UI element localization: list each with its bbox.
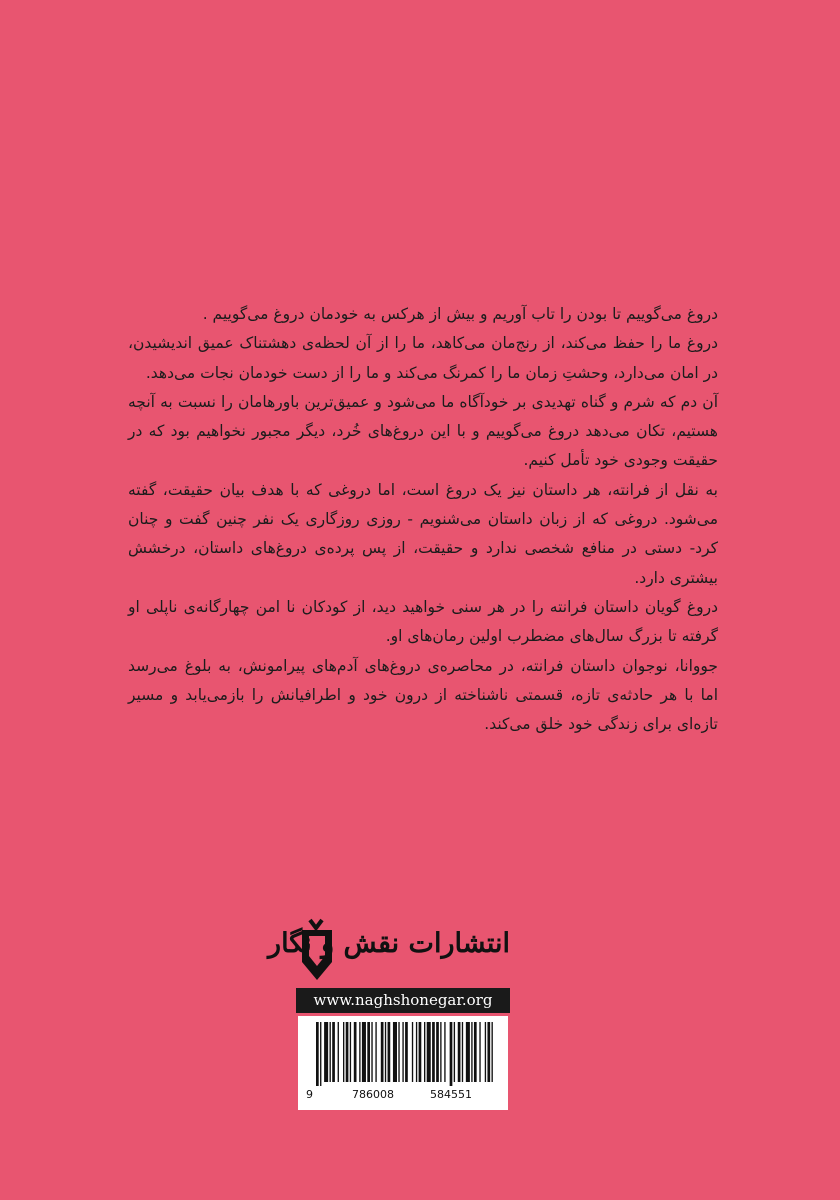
barcode-bar (487, 1022, 490, 1082)
barcode-bar (346, 1022, 349, 1082)
back-cover-blurb (128, 300, 718, 739)
barcode-bar (440, 1022, 441, 1082)
barcode-bar (454, 1022, 455, 1082)
barcode-bar (424, 1022, 425, 1082)
blurb-paragraph-5: دروغ گویان داستان فرانته را در هر سنی خواهید دید، از کودکان نا امن چهارگانه‌ی ناپلی او گرفته تا بزرگ سال‌های مضطرب اولین رمان‌های او. (128, 597, 718, 646)
blurb-paragraph-6: جووانا، نوجوان داستان فرانته، در محاصره‌ی دروغ‌های آدم‌های پیرامونش، به بلوغ می‌رسد اما با هر حادثه‌ی تازه، قسمتی ناشناخته از درون خود و اطرافیانش را بازمی‌یابد و مسیر تازه‌ای برای زندگی خود خلق می‌کند. (128, 656, 718, 734)
barcode-bar (432, 1022, 435, 1082)
barcode-bar (416, 1022, 417, 1082)
barcode-bar (338, 1022, 339, 1082)
barcode-bar (367, 1022, 370, 1082)
barcode-bar (354, 1022, 357, 1082)
barcode-bar (485, 1022, 486, 1082)
barcode-bar (444, 1022, 445, 1082)
barcode-bar (427, 1022, 431, 1082)
barcode-bar (462, 1022, 463, 1082)
barcode-bar (398, 1022, 399, 1082)
publisher-name: انتشارات نقش و نگار (268, 928, 510, 959)
barcode-bar (332, 1022, 335, 1082)
barcode-bar (393, 1022, 397, 1082)
barcode-bar (350, 1022, 351, 1082)
blurb-paragraph-1: دروغ می‌گوییم تا بودن را تاب آوریم و بیش از هرکس به خودمان دروغ می‌گوییم . (202, 305, 718, 323)
barcode-bar (474, 1022, 477, 1082)
barcode-bar (385, 1022, 386, 1082)
barcode-bar (362, 1022, 366, 1082)
barcode-bar (343, 1022, 344, 1082)
barcode-bar (405, 1022, 408, 1082)
isbn-last-group: 584551 (430, 1088, 472, 1101)
barcode-bar (492, 1022, 493, 1082)
barcode-bar (388, 1022, 391, 1082)
barcode-bar (316, 1022, 319, 1086)
barcode-bar (324, 1022, 328, 1082)
blurb-paragraph-4: به نقل از فرانته، هر داستان نیز یک دروغ است، اما دروغی که با هدف بیان حقیقت، گفته می‌شود. دروغی که از زبان داستان می‌شنویم - روزی روزگاری یک نفر چنین گفت و چنان کرد- دستی در منافع شخصی ندارد و حقیقت، از پس پرده‌ی دروغ‌های داستان، درخشش بیشتری دارد. (128, 480, 718, 587)
publisher-logo (268, 918, 510, 983)
barcode-bar (330, 1022, 331, 1082)
barcode-bar (402, 1022, 403, 1082)
barcode-bar (320, 1022, 321, 1086)
blurb-paragraph-3: آن دم که شرم و گناه تهدیدی بر خودآگاه ما می‌شود و عمیق‌ترین باورهامان را نسبت به آنچه هستیم، تکان می‌دهد دروغ می‌گوییم و با این دروغ‌های خُرد، دیگر مجبور نخواهیم بود که در حقیقت وجودی خود تأمل کنیم. (128, 392, 718, 470)
barcode-bar (412, 1022, 413, 1082)
barcode-bar (466, 1022, 470, 1082)
barcode-bar (471, 1022, 472, 1082)
isbn-middle-group: 786008 (352, 1088, 394, 1101)
barcode-bar (479, 1022, 480, 1082)
publisher-website: www.naghshonegar.org (296, 988, 510, 1013)
barcode-bar (381, 1022, 384, 1082)
isbn-barcode (298, 1016, 508, 1110)
barcode-bar (375, 1022, 376, 1082)
barcode-bar (450, 1022, 453, 1086)
barcode-bars (298, 1016, 508, 1086)
barcode-bar (419, 1022, 422, 1082)
isbn-first-digit: 9 (306, 1088, 313, 1101)
barcode-bar (371, 1022, 372, 1082)
barcode-bar (359, 1022, 360, 1082)
barcode-bar (458, 1022, 461, 1082)
blurb-paragraph-2: دروغ ما را حفظ می‌کند، از رنج‌مان می‌کاهد، ما را از آن لحظه‌ی دهشتناک عمیق اندیشیدن، در امان می‌دارد، وحشتِ زمان ما را کمرنگ می‌کند و ما را از دست خودمان نجات می‌دهد. (128, 334, 718, 382)
barcode-bar (436, 1022, 439, 1082)
